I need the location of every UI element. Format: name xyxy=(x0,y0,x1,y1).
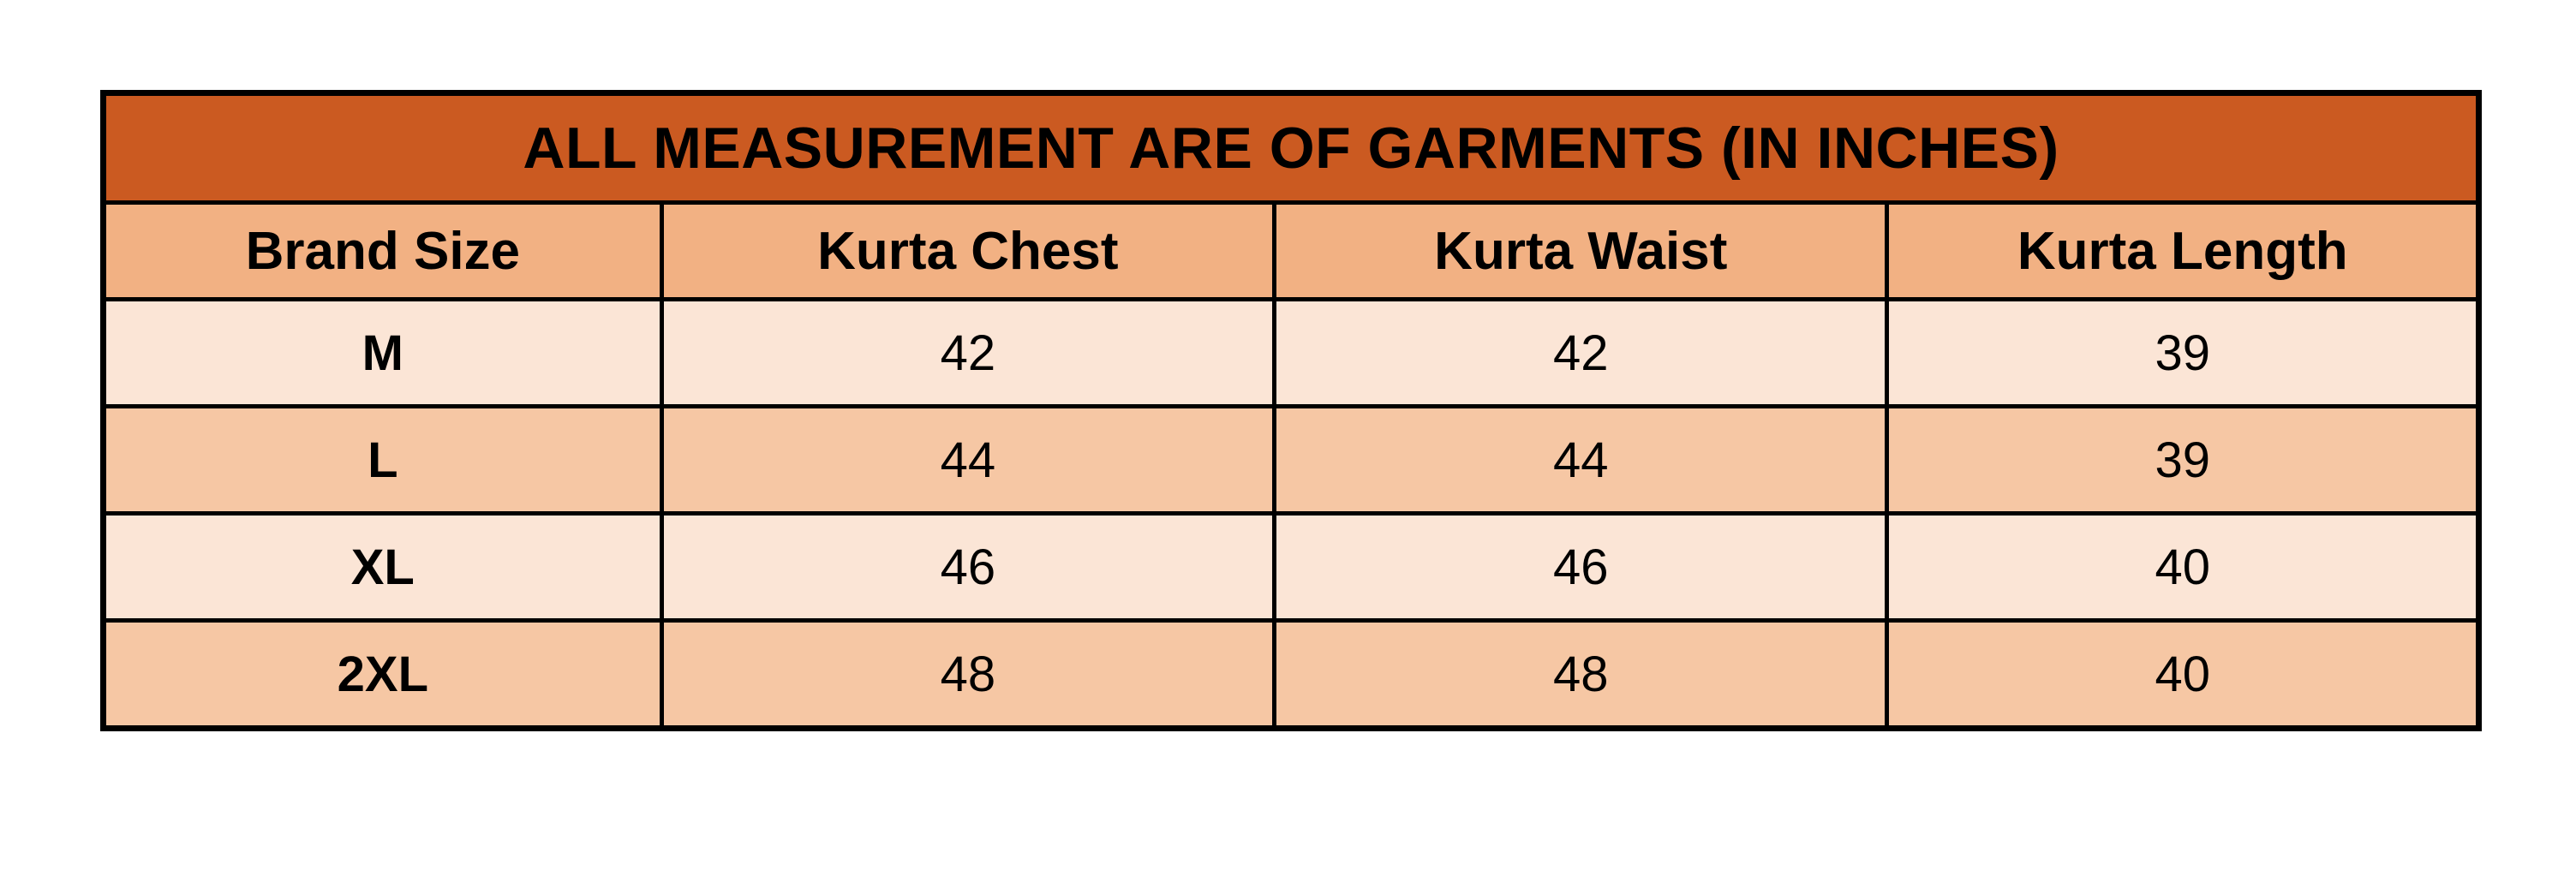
cell-kurta-length: 39 xyxy=(1887,300,2479,407)
table-title: ALL MEASUREMENT ARE OF GARMENTS (IN INCHES) xyxy=(104,93,2479,203)
table-row xyxy=(104,300,2479,407)
table-row xyxy=(104,514,2479,621)
cell-brand-size: XL xyxy=(104,514,662,621)
table-title-row xyxy=(104,93,2479,203)
cell-brand-size: L xyxy=(104,407,662,514)
cell-kurta-waist: 46 xyxy=(1275,514,1887,621)
cell-kurta-chest: 48 xyxy=(661,621,1274,729)
cell-brand-size: 2XL xyxy=(104,621,662,729)
cell-kurta-length: 39 xyxy=(1887,407,2479,514)
cell-brand-size: M xyxy=(104,300,662,407)
table-row xyxy=(104,407,2479,514)
table-row xyxy=(104,621,2479,729)
size-chart-table xyxy=(100,90,2482,731)
cell-kurta-chest: 44 xyxy=(661,407,1274,514)
cell-kurta-length: 40 xyxy=(1887,621,2479,729)
column-header-kurta-length: Kurta Length xyxy=(1887,203,2479,300)
cell-kurta-waist: 42 xyxy=(1275,300,1887,407)
column-header-brand-size: Brand Size xyxy=(104,203,662,300)
cell-kurta-waist: 44 xyxy=(1275,407,1887,514)
cell-kurta-length: 40 xyxy=(1887,514,2479,621)
table-header-row xyxy=(104,203,2479,300)
cell-kurta-waist: 48 xyxy=(1275,621,1887,729)
column-header-kurta-waist: Kurta Waist xyxy=(1275,203,1887,300)
cell-kurta-chest: 46 xyxy=(661,514,1274,621)
column-header-kurta-chest: Kurta Chest xyxy=(661,203,1274,300)
cell-kurta-chest: 42 xyxy=(661,300,1274,407)
